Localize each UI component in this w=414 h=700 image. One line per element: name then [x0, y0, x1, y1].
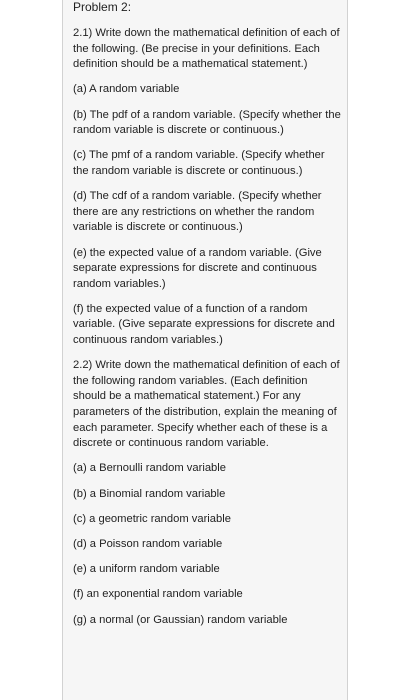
item-2-2-b: (b) a Binomial random variable — [73, 487, 226, 500]
item-2-2-f: (f) an exponential random variable — [73, 588, 243, 601]
item-2-2-a: (a) a Bernoulli random variable — [73, 462, 226, 475]
item-2-1-b: (b) The pdf of a random variable. (Specify whether the random variable is discrete or continuous.) — [73, 108, 341, 137]
item-2-1-d: (d) The cdf of a random variable. (Specify whether there are any restrictions on whether the random variable is discrete or continuous.) — [73, 190, 322, 234]
item-2-2-c: (c) a geometric random variable — [73, 512, 231, 525]
section-2-2-intro: 2.2) Write down the mathematical definition of each of the following random variables. (Each definition should be a mathematical statement.) For any parameters of the distribution, explain the meaning of each parameter. Specify whether each of these is a discrete or continuous random variable. — [73, 359, 340, 450]
item-2-1-f: (f) the expected value of a function of a random variable. (Give separate expressions for discrete and continuous random variables.) — [73, 302, 335, 347]
item-2-1-a: (a) A random variable — [73, 83, 180, 96]
item-2-2-d: (d) a Poisson random variable — [73, 537, 223, 550]
item-2-2-g: (g) a normal (or Gaussian) random variable — [73, 613, 288, 626]
item-2-1-c: (c) The pmf of a random variable. (Specify whether the random variable is discrete or continuous.) — [73, 149, 325, 177]
item-2-2-e: (e) a uniform random variable — [73, 563, 220, 576]
section-2-1-intro: 2.1) Write down the mathematical definition of each of the following. (Be precise in your definitions. Each definition should be a mathematical statement.) — [73, 27, 340, 71]
problem-title: Problem 2: — [73, 0, 132, 14]
problem-card — [62, 0, 348, 700]
item-2-1-e: (e) the expected value of a random variable. (Give separate expressions for discrete and continuous random variables.) — [73, 246, 322, 290]
